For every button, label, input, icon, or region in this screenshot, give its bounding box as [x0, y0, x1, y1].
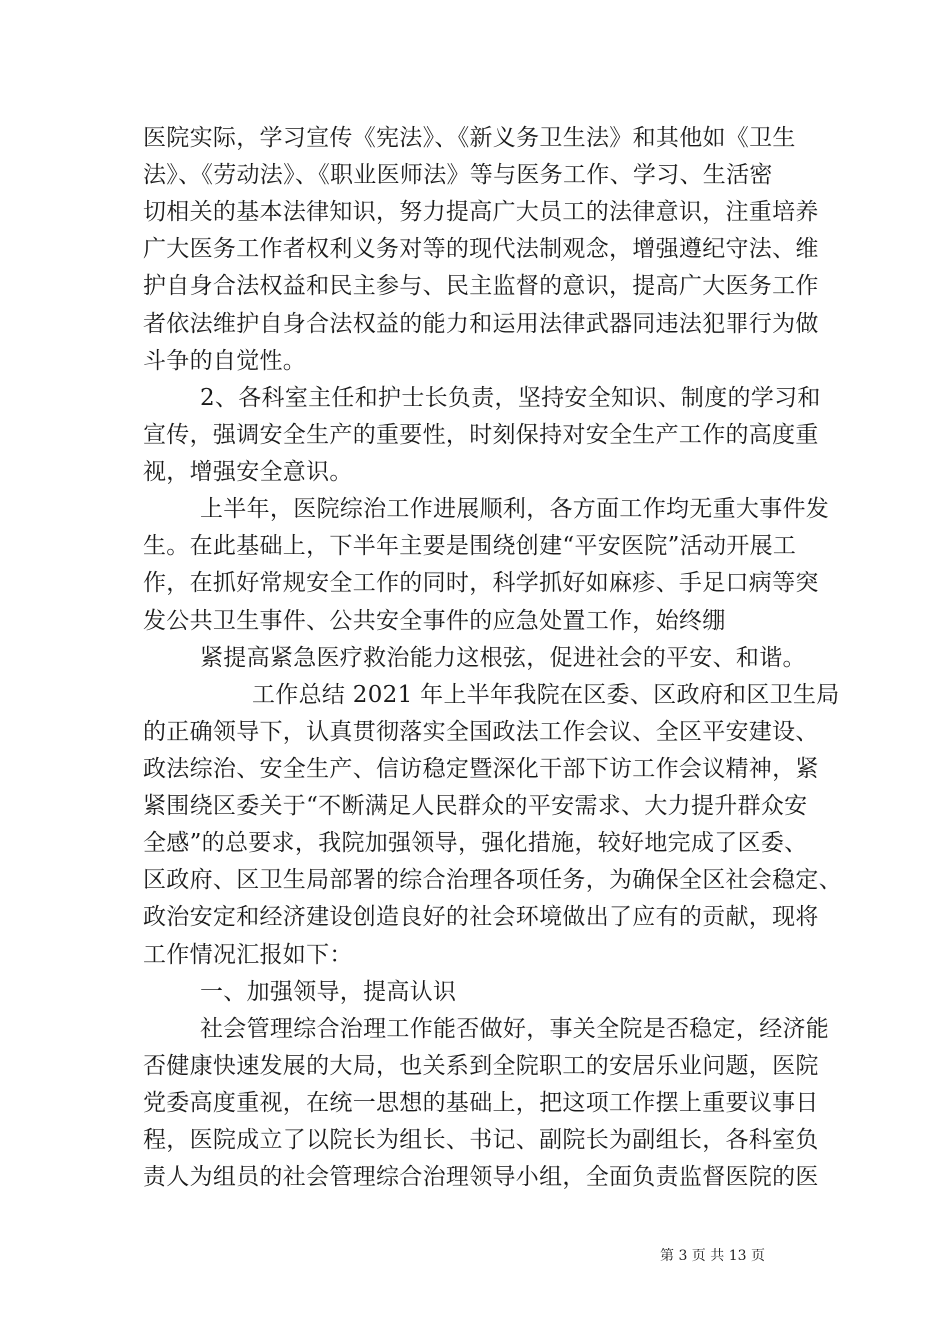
text-line: 医院实际，学习宣传《宪法》、《新义务卫生法》和其他如《卫生 [143, 125, 796, 151]
text-line: 否健康快速发展的大局，也关系到全院职工的安居乐业问题，医院 [143, 1053, 819, 1079]
text-line: 工作情况汇报如下： [143, 942, 353, 968]
text-line: 上半年，医院综治工作进展顺利，各方面工作均无重大事件发 [200, 496, 830, 522]
text-line: 发公共卫生事件、公共安全事件的应急处置工作，始终绷 [143, 608, 726, 634]
text-line: 程，医院成立了以院长为组长、书记、副院长为副组长，各科室负 [143, 1127, 819, 1153]
text-line: 政法综治、安全生产、信访稳定暨深化干部下访工作会议精神，紧 [143, 756, 819, 782]
page-number: 第 3 页 共 13 页 [660, 1248, 765, 1264]
text-line: 者依法维护自身合法权益的能力和运用法律武器同违法犯罪行为做 [143, 311, 819, 337]
text-line: 广大医务工作者权利义务对等的现代法制观念，增强遵纪守法、维 [143, 236, 819, 262]
text-line: 政治安定和经济建设创造良好的社会环境做出了应有的贡献，现将 [143, 904, 819, 930]
text-line: 护自身合法权益和民主参与、民主监督的意识，提高广大医务工作 [143, 273, 819, 299]
text-line: 责人为组员的社会管理综合治理领导小组，全面负责监督医院的医 [143, 1164, 819, 1190]
text-line: 视，增强安全意识。 [143, 459, 353, 485]
text-line: 斗争的自觉性。 [143, 348, 307, 374]
text-line: 切相关的基本法律知识，努力提高广大员工的法律意识，注重培养 [143, 199, 819, 225]
section-heading: 一、加强领导，提高认识 [200, 979, 457, 1005]
text-line: 法》、《劳动法》、《职业医师法》等与医务工作、学习、生活密 [143, 162, 773, 188]
text-line: 2、各科室主任和护士长负责，坚持安全知识、制度的学习和 [200, 385, 821, 411]
text-line: 工作总结 2021 年上半年我院在区委、区政府和区卫生局 [252, 682, 840, 708]
text-line: 区政府、区卫生局部署的综合治理各项任务，为确保全区社会稳定、 [143, 867, 842, 893]
text-line: 党委高度重视，在统一思想的基础上，把这项工作摆上重要议事日 [143, 1090, 819, 1116]
text-line: 作，在抓好常规安全工作的同时，科学抓好如麻疹、手足口病等突 [143, 570, 819, 596]
text-line: 全感”的总要求，我院加强领导，强化措施，较好地完成了区委、 [143, 830, 808, 856]
text-line: 宣传，强调安全生产的重要性，时刻保持对安全生产工作的高度重 [143, 422, 819, 448]
text-line: 紧围绕区委关于“不断满足人民群众的平安需求、大力提升群众安 [143, 793, 808, 819]
text-line: 的正确领导下，认真贯彻落实全国政法工作会议、全区平安建设、 [143, 719, 819, 745]
text-line: 紧提高紧急医疗救治能力这根弦，促进社会的平安、和谐。 [200, 645, 806, 671]
text-line: 社会管理综合治理工作能否做好，事关全院是否稳定，经济能 [200, 1016, 830, 1042]
text-line: 生。在此基础上，下半年主要是围绕创建“平安医院”活动开展工 [143, 533, 797, 559]
